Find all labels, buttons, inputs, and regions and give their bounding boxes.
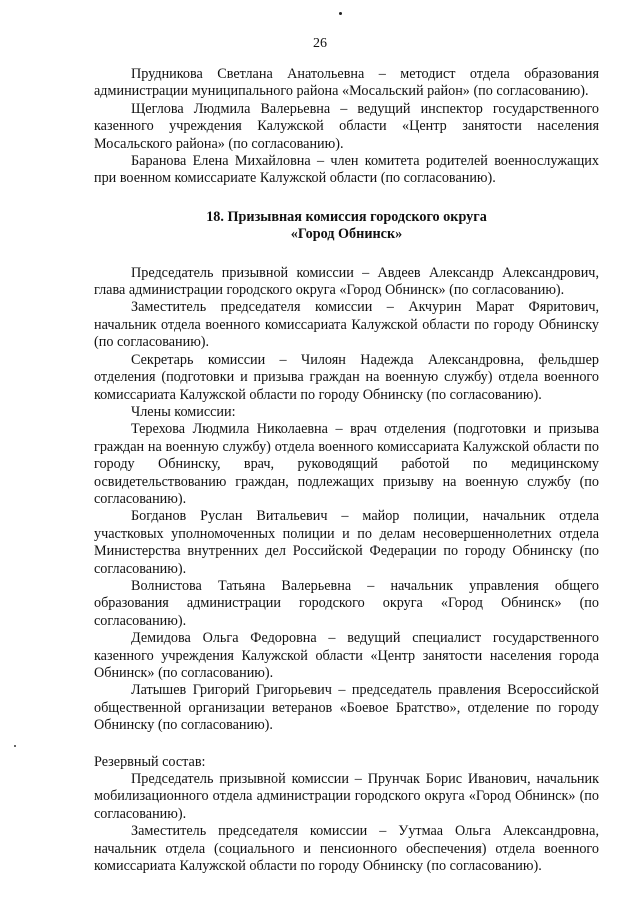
- paragraph-secretary: Секретарь комиссии – Чилоян Надежда Александровна, фельдшер отделения (подготовки и призыва граждан на военную службу) отдела военного комиссариата Калужской области по городу Обнинску (по согласованию).: [94, 351, 599, 403]
- paragraph-reserve-deputy: Заместитель председателя комиссии – Уутмаа Ольга Александровна, начальник отдела (социального и пенсионного обеспечения) отдела военного комиссариата Калужской области по городу Обнинску (по согласованию).: [94, 823, 599, 875]
- paragraph-latyshev: Латышев Григорий Григорьевич – председатель правления Всероссийской общественной организации ветеранов «Боевое Братство», отделение по городу Обнинску (по согласованию).: [94, 682, 599, 734]
- section-title-line1: 18. Призывная комиссия городского округа: [206, 208, 487, 225]
- scan-speck: [339, 12, 342, 15]
- paragraph-members-label: Члены комиссии:: [131, 403, 236, 420]
- section-title-line2: «Город Обнинск»: [290, 226, 403, 243]
- scan-margin-dot: [14, 745, 16, 747]
- paragraph-reserve-chairman: Председатель призывной комиссии – Прунчак Борис Иванович, начальник мобилизационного отдела администрации городского округа «Город Обнинск» (по согласованию).: [94, 771, 599, 822]
- paragraph-chairman: Председатель призывной комиссии – Авдеев Александр Александрович, глава администрации городского округа «Город Обнинск» (по согласованию).: [94, 264, 599, 299]
- paragraph-demidova: Демидова Ольга Федоровна – ведущий специалист государственного казенного учреждения Калужской области «Центр занятости населения города Обнинск» (по согласованию).: [94, 630, 599, 681]
- paragraph-prudnikova: Прудникова Светлана Анатольевна – методист отдела образования администрации муниципального района «Мосальский район» (по согласованию).: [94, 66, 599, 100]
- paragraph-shcheglova: Щеглова Людмила Валерьевна – ведущий инспектор государственного казенного учреждения Калужской области «Центр занятости населения Мосальского района» (по согласованию).: [94, 100, 599, 152]
- paragraph-baranova: Баранова Елена Михайловна – член комитета родителей военнослужащих при военном комиссариате Калужской области (по согласованию).: [94, 153, 599, 187]
- section-heading: [94, 209, 599, 244]
- paragraph-deputy: Заместитель председателя комиссии – Акчурин Марат Фяритович, начальник отдела военного комиссариата Калужской области по городу Обнинску (по согласованию).: [94, 299, 599, 351]
- paragraph-terekhova: Терехова Людмила Николаевна – врач отделения (подготовки и призыва граждан на военную службу) отдела военного комиссариата Калужской области по городу Обнинску, врач, руководящий работой по медицинскому освидетельствованию граждан, подлежащих призыву на военную службу (по согласованию).: [94, 421, 599, 507]
- document-body: [94, 66, 599, 875]
- paragraph-volnistova: Волнистова Татьяна Валерьевна – начальник управления общего образования администрации городского округа «Город Обнинск» (по согласованию).: [94, 577, 599, 629]
- page-number: 26: [313, 36, 327, 51]
- reserve-heading: Резервный состав:: [94, 753, 206, 770]
- paragraph-bogdanov: Богданов Руслан Витальевич – майор полиции, начальник отдела участковых уполномоченных полиции и по делам несовершеннолетних отдела Министерства внутренних дел Российской Федерации по городу Обнинску (по согласованию).: [94, 508, 599, 577]
